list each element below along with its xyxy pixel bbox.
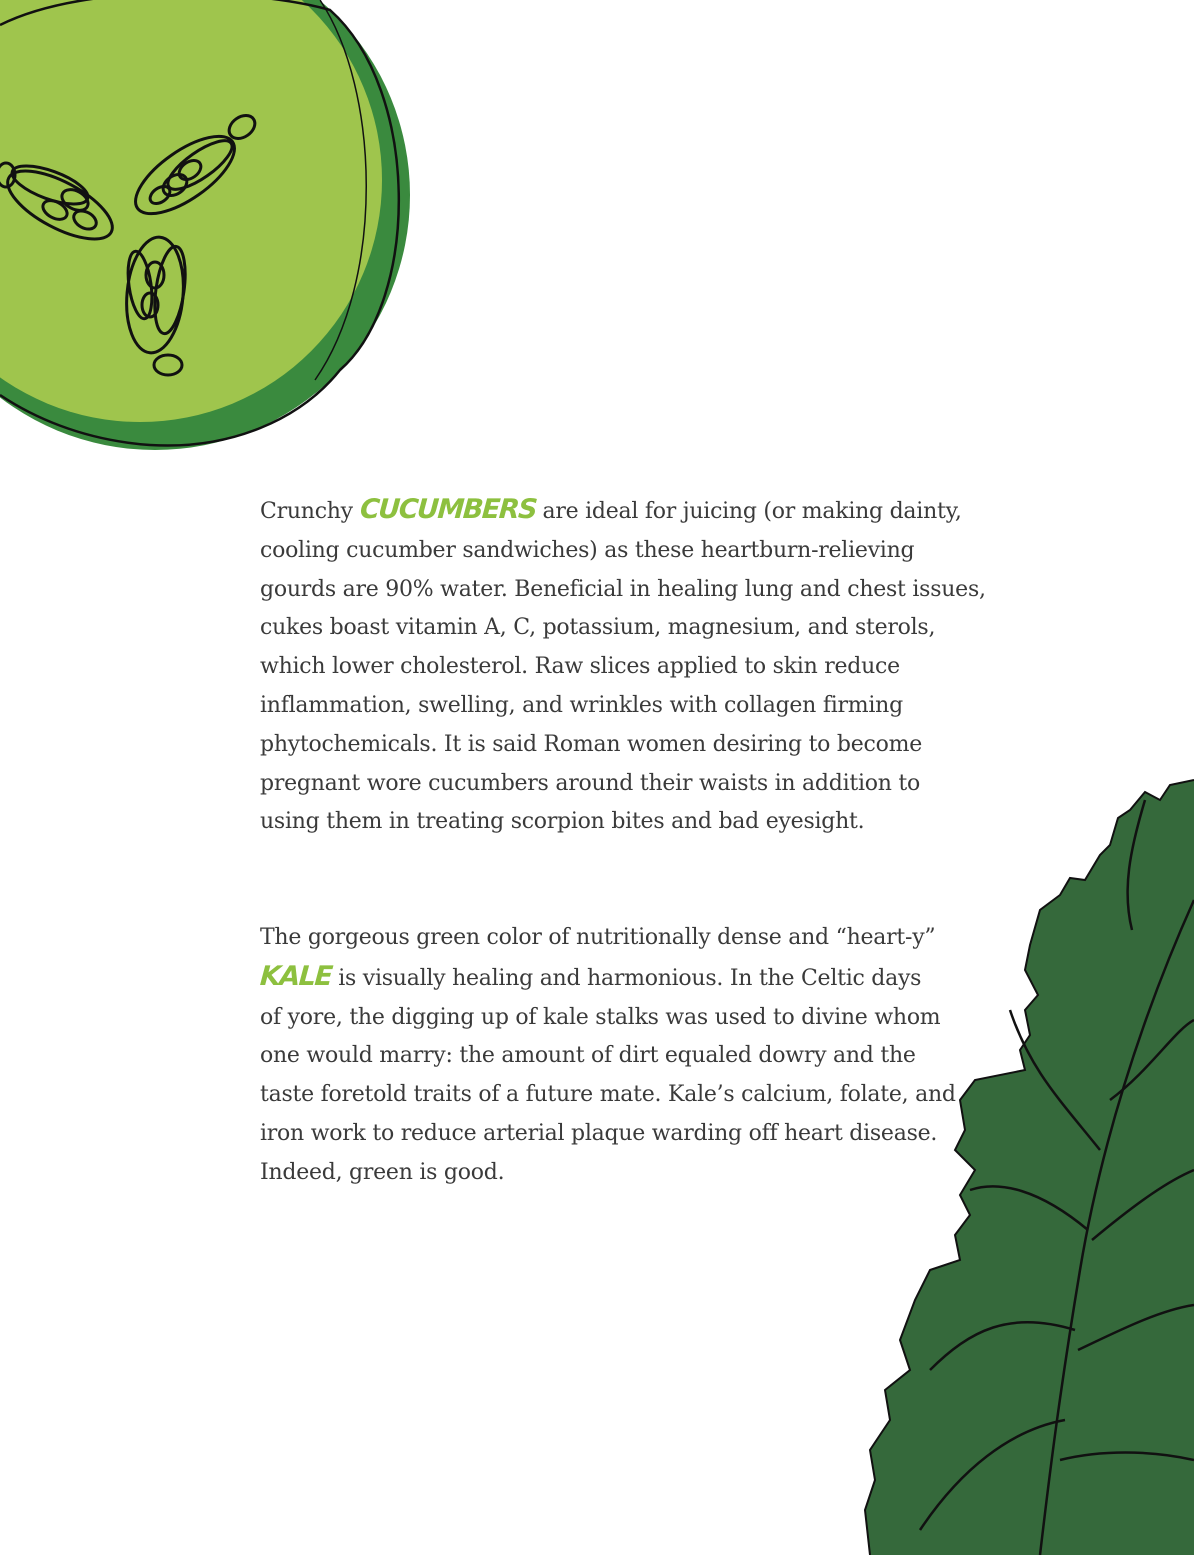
text-line: Indeed, green is good. <box>260 1159 505 1185</box>
text-line: cooling cucumber sandwiches) as these heartburn-relieving <box>260 537 915 563</box>
text-line: iron work to reduce arterial plaque warding off heart disease. <box>260 1120 938 1146</box>
cucumber-paragraph <box>260 491 986 842</box>
text-line: one would marry: the amount of dirt equaled dowry and the <box>260 1043 916 1069</box>
text-line: inflammation, swelling, and wrinkles with collagen firming <box>260 692 903 718</box>
text-line: taste foretold traits of a future mate. Kale’s calcium, folate, and <box>260 1082 956 1108</box>
text-line: phytochemicals. It is said Roman women desiring to become <box>260 731 922 757</box>
text-line: The gorgeous green color of nutritionally dense and “heart-y” <box>260 925 936 950</box>
text-line: gourds are 90% water. Beneficial in healing lung and chest issues, <box>260 576 986 602</box>
text-line: Crunchy CUCUMBERS are ideal for juicing (or making dainty, <box>260 491 950 532</box>
text-line: using them in treating scorpion bites and bad eyesight. <box>260 809 865 835</box>
text-line: of yore, the digging up of kale stalks was used to divine whom <box>260 1004 941 1030</box>
text-line: pregnant wore cucumbers around their waists in addition to <box>260 770 920 796</box>
kale-highlight: KALE <box>258 960 333 992</box>
text-line: which lower cholesterol. Raw slices applied to skin reduce <box>260 654 900 680</box>
kale-paragraph <box>258 919 956 1193</box>
cucumbers-highlight: CUCUMBERS <box>358 494 537 525</box>
cucumber-slice-illustration <box>0 0 410 460</box>
text-line: cukes boast vitamin A, C, potassium, magnesium, and sterols, <box>260 615 936 641</box>
text-line: KALE is visually healing and harmonious. In the Celtic days <box>260 958 950 999</box>
